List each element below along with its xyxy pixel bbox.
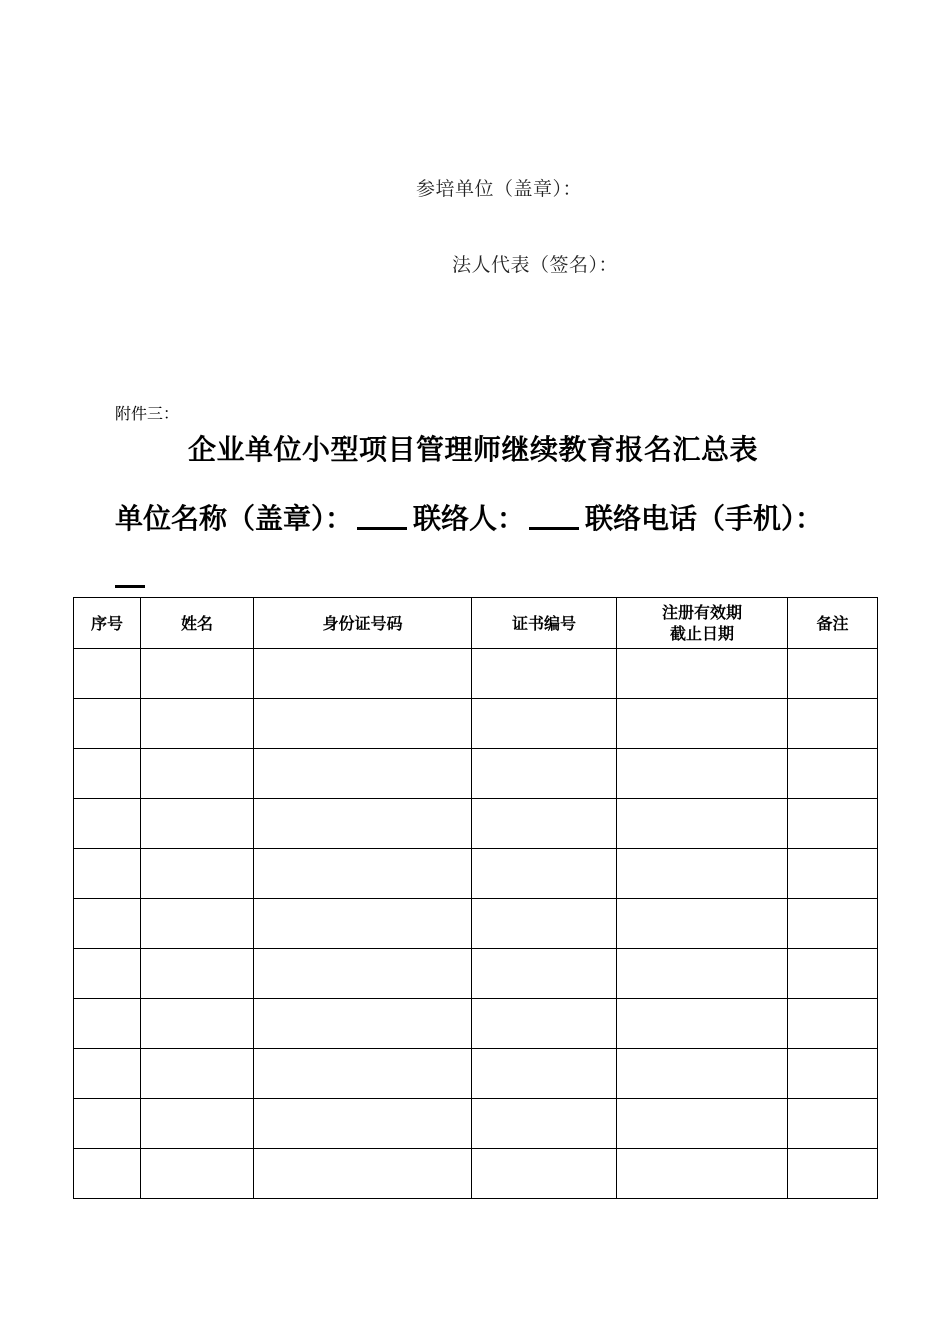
cell-id-number[interactable] <box>254 899 472 949</box>
cell-remarks[interactable] <box>788 649 878 699</box>
cell-name[interactable] <box>141 899 254 949</box>
cell-remarks[interactable] <box>788 849 878 899</box>
cell-id-number[interactable] <box>254 1149 472 1199</box>
cell-expiry[interactable] <box>617 749 788 799</box>
cell-cert-number[interactable] <box>472 899 617 949</box>
unit-name-label: 单位名称（盖章）： <box>115 502 354 535</box>
cell-remarks[interactable] <box>788 1099 878 1149</box>
cell-name[interactable] <box>141 1099 254 1149</box>
header-expiry <box>617 598 788 649</box>
cell-cert-number[interactable] <box>472 999 617 1049</box>
table-row <box>74 899 878 949</box>
cell-expiry[interactable] <box>617 1099 788 1149</box>
table-row <box>74 749 878 799</box>
cell-expiry[interactable] <box>617 899 788 949</box>
cell-seq[interactable] <box>74 849 141 899</box>
legal-representative-label: 法人代表（签名）： <box>452 254 619 276</box>
header-seq: 序号 <box>74 598 141 649</box>
cell-id-number[interactable] <box>254 999 472 1049</box>
cell-cert-number[interactable] <box>472 799 617 849</box>
cell-remarks[interactable] <box>788 1149 878 1199</box>
cell-remarks[interactable] <box>788 949 878 999</box>
signup-summary-table <box>73 597 878 1199</box>
cell-id-number[interactable] <box>254 799 472 849</box>
cell-seq[interactable] <box>74 799 141 849</box>
cell-cert-number[interactable] <box>472 749 617 799</box>
table-row <box>74 799 878 849</box>
cell-id-number[interactable] <box>254 749 472 799</box>
cell-remarks[interactable] <box>788 1049 878 1099</box>
cell-expiry[interactable] <box>617 799 788 849</box>
cell-expiry[interactable] <box>617 1149 788 1199</box>
cell-cert-number[interactable] <box>472 699 617 749</box>
cell-expiry[interactable] <box>617 999 788 1049</box>
unit-name-blank[interactable] <box>357 501 407 530</box>
cell-name[interactable] <box>141 749 254 799</box>
cell-remarks[interactable] <box>788 899 878 949</box>
cell-expiry[interactable] <box>617 849 788 899</box>
cell-name[interactable] <box>141 849 254 899</box>
cell-expiry[interactable] <box>617 949 788 999</box>
cell-id-number[interactable] <box>254 849 472 899</box>
header-id-number: 身份证号码 <box>254 598 472 649</box>
header-expiry-line2: 截止日期 <box>669 624 734 643</box>
cell-expiry[interactable] <box>617 699 788 749</box>
cell-remarks[interactable] <box>788 999 878 1049</box>
unit-info-line <box>115 490 855 606</box>
cell-expiry[interactable] <box>617 649 788 699</box>
table-row <box>74 1049 878 1099</box>
cell-id-number[interactable] <box>254 949 472 999</box>
phone-label: 联络电话（手机）： <box>585 502 824 535</box>
cell-id-number[interactable] <box>254 699 472 749</box>
cell-seq[interactable] <box>74 949 141 999</box>
cell-expiry[interactable] <box>617 1049 788 1099</box>
header-remarks: 备注 <box>788 598 878 649</box>
cell-seq[interactable] <box>74 1049 141 1099</box>
cell-cert-number[interactable] <box>472 1149 617 1199</box>
cell-cert-number[interactable] <box>472 1099 617 1149</box>
cell-seq[interactable] <box>74 749 141 799</box>
cell-seq[interactable] <box>74 699 141 749</box>
attachment-label: 附件三： <box>115 404 180 423</box>
table-row <box>74 1149 878 1199</box>
cell-cert-number[interactable] <box>472 849 617 899</box>
cell-id-number[interactable] <box>254 649 472 699</box>
cell-name[interactable] <box>141 649 254 699</box>
contact-blank[interactable] <box>529 501 579 530</box>
cell-cert-number[interactable] <box>472 949 617 999</box>
table-body <box>74 649 878 1199</box>
cell-remarks[interactable] <box>788 699 878 749</box>
contact-label: 联络人： <box>413 502 526 535</box>
header-cert-number: 证书编号 <box>472 598 617 649</box>
cell-cert-number[interactable] <box>472 649 617 699</box>
cell-name[interactable] <box>141 1049 254 1099</box>
cell-name[interactable] <box>141 999 254 1049</box>
form-title: 企业单位小型项目管理师继续教育报名汇总表 <box>188 433 759 466</box>
cell-remarks[interactable] <box>788 749 878 799</box>
header-name: 姓名 <box>141 598 254 649</box>
table-row <box>74 949 878 999</box>
table-row <box>74 1099 878 1149</box>
cell-name[interactable] <box>141 699 254 749</box>
cell-seq[interactable] <box>74 1149 141 1199</box>
cell-seq[interactable] <box>74 649 141 699</box>
cell-id-number[interactable] <box>254 1049 472 1099</box>
cell-seq[interactable] <box>74 1099 141 1149</box>
table-row <box>74 649 878 699</box>
cell-name[interactable] <box>141 799 254 849</box>
cell-name[interactable] <box>141 949 254 999</box>
cell-name[interactable] <box>141 1149 254 1199</box>
phone-blank[interactable] <box>115 559 145 588</box>
cell-remarks[interactable] <box>788 799 878 849</box>
table-header-row <box>74 598 878 649</box>
cell-seq[interactable] <box>74 899 141 949</box>
table-row <box>74 849 878 899</box>
table-row <box>74 699 878 749</box>
seal-label: 参培单位（盖章）： <box>416 178 583 200</box>
cell-id-number[interactable] <box>254 1099 472 1149</box>
cell-seq[interactable] <box>74 999 141 1049</box>
cell-cert-number[interactable] <box>472 1049 617 1099</box>
header-expiry-line1: 注册有效期 <box>661 603 742 622</box>
table-row <box>74 999 878 1049</box>
